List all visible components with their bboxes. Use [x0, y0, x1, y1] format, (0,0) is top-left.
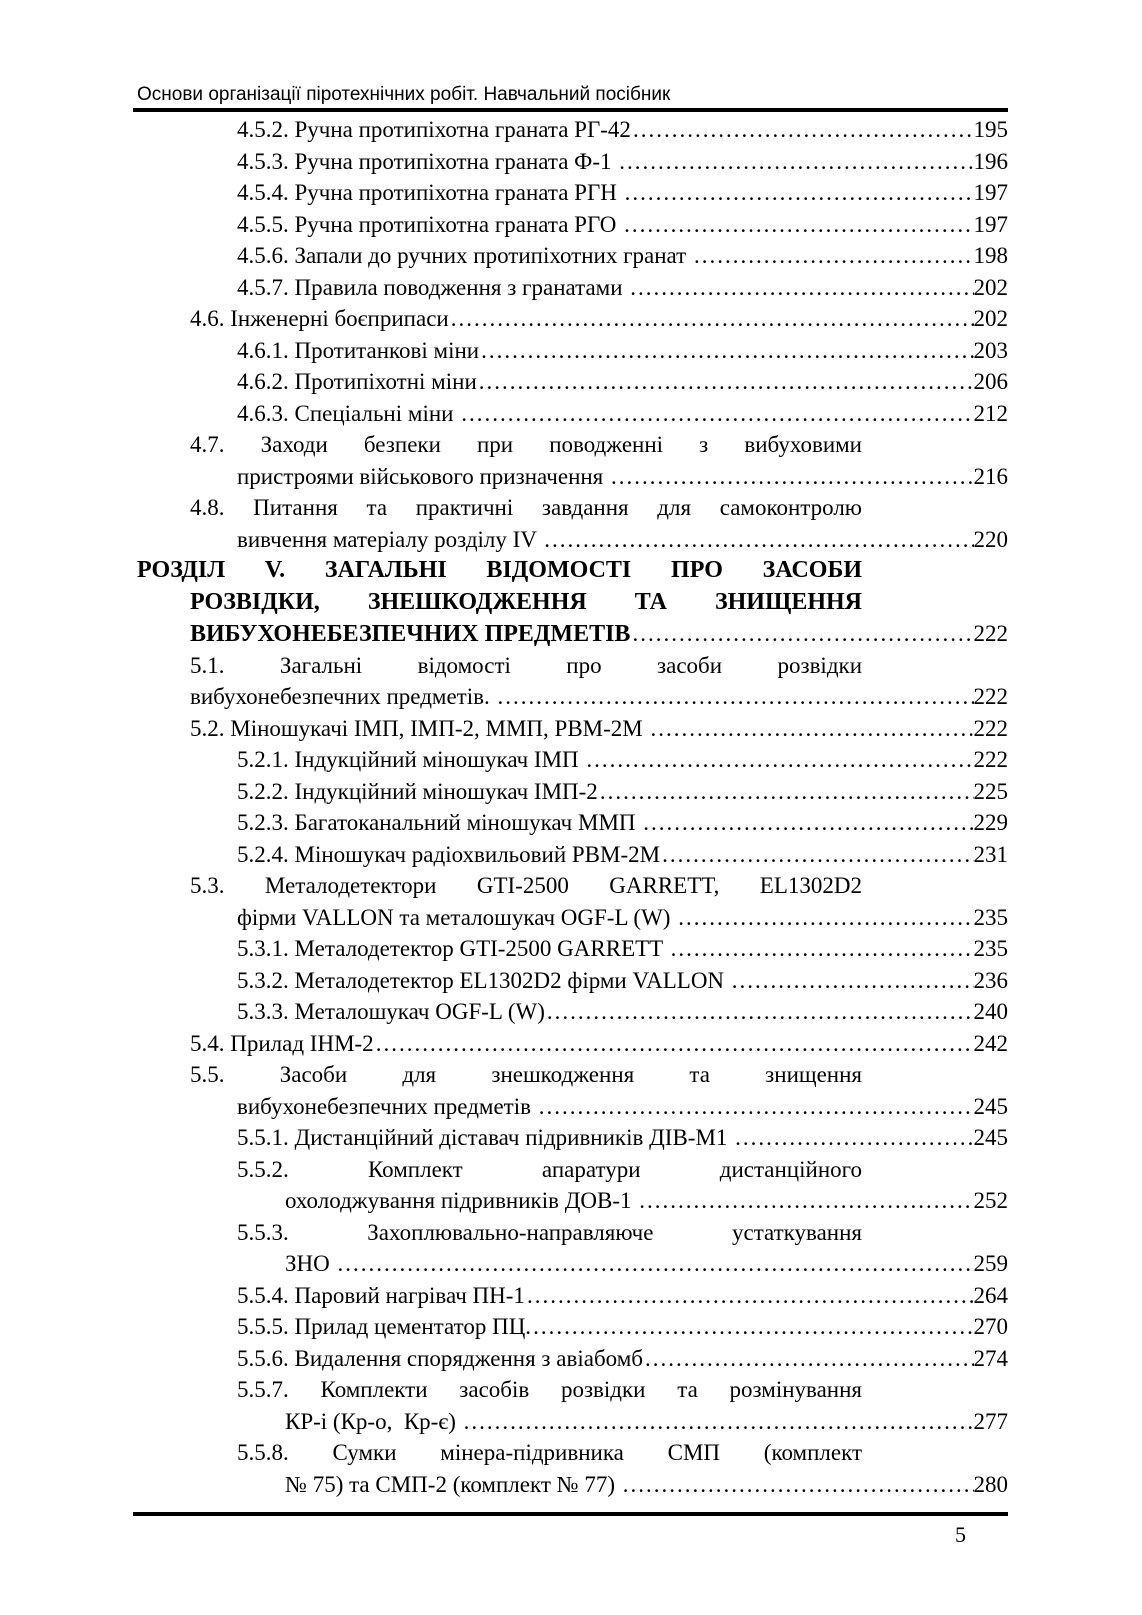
- dot-leader: [637, 1185, 973, 1217]
- toc-page-number: 231: [973, 841, 1008, 867]
- toc-page-number: 235: [973, 904, 1008, 930]
- toc-page-number: 198: [973, 243, 1008, 268]
- toc-line-text: ЗНО: [285, 1251, 336, 1276]
- toc-line-text: 5.3. Металодетектори GTI-2500 GARRETT, EL1302D2: [190, 873, 862, 898]
- toc-line-text: № 75) та СМП-2 (комплект № 77): [285, 1471, 621, 1497]
- toc-line-text: 4.6.2. Протипіхотні міни: [237, 369, 477, 394]
- toc-line-text: 5.3.2. Металодетектор EL1302D2 фірми VALLON: [237, 967, 730, 993]
- toc-line-text: 5.5.1. Дистанційний діставач підривників ДІВ-М1: [237, 1125, 734, 1150]
- toc-line: [137, 744, 1008, 776]
- toc-line: [137, 1091, 1008, 1123]
- toc-line-text: 4.5.5. Ручна протипіхотна граната РГО: [237, 211, 623, 237]
- dot-leader: [609, 461, 973, 493]
- dot-leader: [449, 303, 974, 335]
- dot-leader: [525, 1280, 974, 1312]
- dot-leader: [641, 807, 973, 839]
- toc-page-number: 220: [973, 526, 1008, 552]
- dot-leader: [495, 681, 973, 713]
- toc-line: [137, 713, 1008, 745]
- toc-line-text: 5.5.2. Комплект апаратури дистанційного: [237, 1156, 862, 1182]
- toc-line-text: 4.5.4. Ручна протипіхотна граната РГН: [237, 180, 623, 205]
- dot-leader: [477, 366, 974, 398]
- toc-line: [137, 1185, 1008, 1217]
- dot-leader: [692, 240, 974, 272]
- toc-line-text: 5.5.6. Видалення спорядження з авіабомб: [237, 1345, 643, 1371]
- toc-line: [137, 965, 1008, 997]
- toc-page-number: 235: [973, 936, 1008, 961]
- toc-page-number: 252: [973, 1188, 1008, 1213]
- toc-line: [137, 461, 1008, 493]
- toc-line-text: 4.7. Заходи безпеки при поводженні з вибуховими: [190, 432, 862, 457]
- dot-leader: [628, 272, 973, 304]
- toc-line: [137, 587, 862, 619]
- toc-line-text: ВИБУХОНЕБЕЗПЕЧНИХ ПРЕДМЕТІВ: [190, 621, 631, 647]
- toc-line: [137, 398, 1008, 430]
- toc-line: [137, 1343, 1008, 1375]
- toc-line-text: 5.2.2. Індукційний міношукач ІМП-2: [237, 778, 598, 804]
- toc-line-text: 4.8. Питання та практичні завдання для самоконтролю: [190, 495, 862, 520]
- toc-page-number: 202: [973, 306, 1008, 331]
- dot-leader: [676, 902, 973, 934]
- toc-line: [137, 209, 1008, 241]
- toc-line: [137, 1374, 862, 1406]
- dot-leader: [630, 618, 973, 650]
- toc-line: [137, 335, 1008, 367]
- toc-line: [137, 366, 1008, 398]
- toc-page-number: 259: [973, 1251, 1008, 1276]
- dot-leader: [631, 114, 974, 146]
- toc-page-number: 240: [973, 999, 1008, 1024]
- dot-leader: [545, 996, 974, 1028]
- toc-page-number: 236: [973, 967, 1008, 993]
- dot-leader: [598, 776, 974, 808]
- toc-line: [137, 429, 862, 461]
- toc-page-number: 274: [973, 1345, 1008, 1371]
- toc-line-text: 5.3.1. Металодетектор GTI-2500 GARRETT: [237, 936, 669, 961]
- dot-leader: [669, 933, 974, 965]
- header-rule: [133, 108, 1008, 112]
- toc-line: [137, 807, 1008, 839]
- toc-page-number: 225: [973, 778, 1008, 804]
- toc-line-text: 5.5.4. Паровий нагрівач ПН-1: [237, 1282, 525, 1308]
- toc-line: [137, 1311, 1008, 1343]
- toc-page-number: 270: [973, 1314, 1008, 1339]
- dot-leader: [643, 1343, 974, 1375]
- dot-leader: [584, 744, 973, 776]
- toc-line: [137, 1122, 1008, 1154]
- toc-page-number: 197: [973, 180, 1008, 205]
- toc-line-text: 4.6.3. Спеціальні міни: [237, 400, 460, 426]
- toc-line-text: 5.5.8. Сумки мінера-підривника СМП (комплект: [237, 1440, 862, 1465]
- toc-line-text: 4.6. Інженерні боєприпаси: [190, 306, 449, 331]
- toc-line: [137, 146, 1008, 178]
- dot-leader: [374, 1028, 974, 1060]
- toc-line: [137, 272, 1008, 304]
- toc-line-text: пристроями військового призначення: [237, 463, 610, 489]
- dot-leader: [531, 1311, 973, 1343]
- running-title: Основи організації піротехнічних робіт. Навчальний посібник: [137, 84, 671, 105]
- toc-line: [137, 839, 1008, 871]
- toc-page-number: 222: [973, 621, 1008, 646]
- toc-page-number: 245: [973, 1125, 1008, 1150]
- toc-page-number: 242: [973, 1030, 1008, 1056]
- toc-line-text: РОЗДІЛ V. ЗАГАЛЬНІ ВІДОМОСТІ ПРО ЗАСОБИ: [137, 557, 862, 583]
- dot-leader: [622, 209, 973, 241]
- toc-line-text: вибухонебезпечних предметів: [237, 1093, 537, 1119]
- toc-line: [137, 902, 1008, 934]
- toc-line-text: 4.6.1. Протитанкові міни: [237, 337, 480, 363]
- toc-line: [137, 303, 1008, 335]
- dot-leader: [730, 965, 974, 997]
- toc-line: [137, 1217, 862, 1249]
- toc-line: [137, 1280, 1008, 1312]
- toc-line-text: 5.5.3. Захоплювально-направляюче устаткування: [237, 1219, 862, 1245]
- toc-line-text: вивчення матеріалу розділу IV: [237, 526, 543, 552]
- dot-leader: [459, 398, 973, 430]
- dot-leader: [537, 1091, 974, 1123]
- toc-line-text: 4.5.7. Правила поводження з гранатами: [237, 274, 629, 300]
- toc-page-number: 222: [973, 684, 1008, 709]
- toc-line-text: 5.5.7. Комплекти засобів розвідки та розмінування: [237, 1377, 862, 1402]
- toc-line-text: 5.1. Загальні відомості про засоби розвідки: [190, 652, 862, 678]
- toc-line: [137, 996, 1008, 1028]
- toc-line: [137, 618, 1008, 650]
- toc-line: [137, 1154, 862, 1186]
- toc-line: [137, 555, 862, 587]
- toc-line-text: РОЗВІДКИ, ЗНЕШКОДЖЕННЯ ТА ЗНИЩЕННЯ: [190, 588, 862, 615]
- toc-line-text: 5.2. Міношукачі ІМП, ІМП-2, ММП, РВМ-2М: [190, 715, 649, 741]
- table-of-contents: [137, 114, 1008, 1500]
- toc-line: [137, 1059, 862, 1091]
- toc-line-text: 5.2.4. Міношукач радіохвильовий РВМ-2М: [237, 841, 661, 867]
- toc-page-number: 216: [973, 463, 1008, 489]
- dot-leader: [336, 1248, 974, 1280]
- dot-leader: [660, 839, 973, 871]
- toc-line-text: 4.5.3. Ручна протипіхотна граната Ф-1: [237, 148, 618, 174]
- toc-line: [137, 492, 862, 524]
- toc-page-number: 277: [973, 1408, 1008, 1434]
- toc-page-number: 245: [973, 1093, 1008, 1119]
- toc-line: [137, 240, 1008, 272]
- toc-line-text: охолоджування підривників ДОВ-1: [285, 1188, 638, 1213]
- dot-leader: [542, 524, 973, 556]
- toc-line-text: вибухонебезпечних предметів.: [190, 684, 496, 709]
- footer-rule: [133, 1512, 1008, 1516]
- dot-leader: [733, 1122, 973, 1154]
- toc-line: [137, 524, 1008, 556]
- toc-page-number: 222: [973, 715, 1008, 741]
- toc-page-number: 229: [973, 810, 1008, 835]
- toc-line: [137, 933, 1008, 965]
- toc-line: [137, 114, 1008, 146]
- toc-line-text: 4.5.6. Запали до ручних протипіхотних гранат: [237, 243, 692, 268]
- toc-line: [137, 1469, 1008, 1501]
- toc-line: [137, 681, 1008, 713]
- toc-line-text: 4.5.2. Ручна протипіхотна граната РГ-42: [237, 117, 631, 142]
- toc-page-number: 196: [973, 148, 1008, 174]
- toc-line: [137, 1437, 862, 1469]
- toc-line: [137, 1028, 1008, 1060]
- toc-line-text: 5.2.1. Індукційний міношукач ІМП: [237, 747, 585, 772]
- page-number: 5: [955, 1522, 966, 1547]
- toc-line-text: 5.2.3. Багатоканальний міношукач ММП: [237, 810, 642, 835]
- toc-line: [137, 1248, 1008, 1280]
- toc-page-number: 264: [973, 1282, 1008, 1308]
- dot-leader: [479, 335, 973, 367]
- dot-leader: [648, 713, 973, 745]
- toc-line-text: 5.5.5. Прилад цементатор ПЦ.: [237, 1314, 532, 1339]
- dot-leader: [623, 177, 974, 209]
- running-header: [137, 84, 1008, 106]
- toc-page-number: 197: [973, 211, 1008, 237]
- toc-line-text: КР-і (Кр-о, Кр-є): [285, 1408, 462, 1434]
- toc-line-text: 5.5. Засоби для знешкодження та знищення: [190, 1062, 862, 1087]
- toc-line-text: 5.3.3. Металошукач OGF-L (W): [237, 999, 545, 1024]
- toc-page-number: 195: [973, 117, 1008, 142]
- toc-line-text: фірми VALLON та металошукач OGF-L (W): [237, 904, 677, 930]
- dot-leader: [617, 146, 973, 178]
- toc-line: [137, 1406, 1008, 1438]
- dot-leader: [621, 1469, 974, 1501]
- toc-page-number: 212: [973, 400, 1008, 426]
- toc-line: [137, 870, 862, 902]
- toc-line: [137, 650, 862, 682]
- toc-page-number: 203: [973, 337, 1008, 363]
- toc-page-number: 222: [973, 747, 1008, 772]
- toc-line-text: 5.4. Прилад ІНМ-2: [190, 1030, 374, 1056]
- toc-line: [137, 776, 1008, 808]
- toc-line: [137, 177, 1008, 209]
- dot-leader: [462, 1406, 974, 1438]
- toc-page-number: 202: [973, 274, 1008, 300]
- toc-page-number: 280: [973, 1471, 1008, 1497]
- toc-page-number: 206: [973, 369, 1008, 394]
